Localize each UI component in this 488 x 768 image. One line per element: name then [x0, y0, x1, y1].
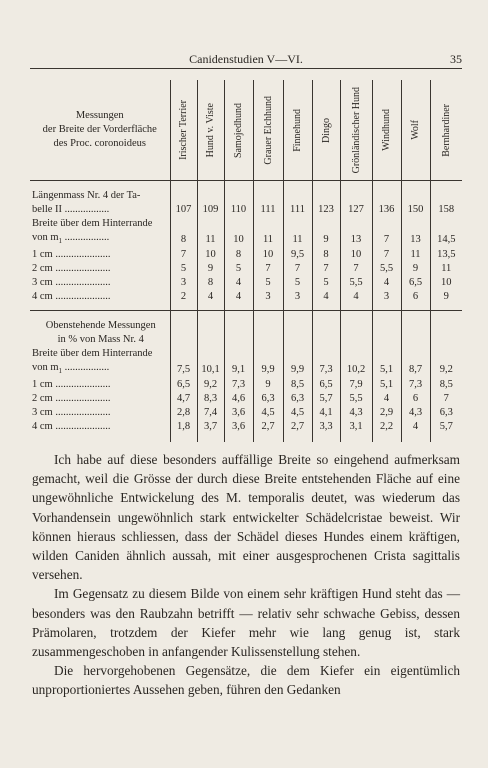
table-cell: 9,2	[439, 363, 453, 375]
table-cell: 158	[438, 204, 455, 215]
column-header-label: Dingo	[320, 117, 332, 143]
table-cell: 5	[170, 262, 197, 276]
table-cell: 5,1	[372, 361, 401, 378]
table-cell	[430, 347, 462, 361]
table-cell: 4,3	[401, 406, 430, 420]
table-cell: 7	[372, 248, 401, 262]
table-cell: 6,3	[439, 407, 453, 419]
row-label	[30, 189, 170, 203]
table-cell: 2,2	[372, 420, 401, 434]
column-header-label: Windhund	[381, 109, 392, 151]
table-cell: 7	[253, 262, 283, 276]
row-label-dots: .................	[62, 362, 110, 374]
section-heading: Obenstehende Messungen	[30, 319, 170, 333]
table-cell: 2	[170, 290, 197, 304]
column-header	[312, 80, 340, 181]
table-cell: 7,4	[197, 406, 224, 420]
table-cell	[170, 189, 197, 203]
table-row	[30, 361, 462, 378]
table-cell	[312, 217, 340, 231]
table-cell: 8	[312, 248, 340, 262]
table-cell: 123	[312, 203, 340, 217]
table-row	[30, 203, 462, 217]
table-cell	[253, 347, 283, 361]
table-row	[30, 406, 462, 420]
row-label	[30, 378, 170, 392]
table-cell: 7	[312, 262, 340, 276]
table-cell: 3,7	[197, 420, 224, 434]
table-cell: 4	[224, 290, 253, 304]
table-cell	[312, 347, 340, 361]
column-header	[283, 80, 312, 181]
column-header-label: Grönländischer Hund	[350, 86, 362, 174]
measurement-table	[30, 80, 462, 442]
row-label-text: 1 cm .....................	[32, 379, 111, 391]
table-cell: 13	[340, 231, 372, 248]
table-cell: 5	[312, 276, 340, 290]
table-cell: 4,5	[283, 406, 312, 420]
table-cell: 8,5	[283, 378, 312, 392]
table-cell: 1,8	[170, 420, 197, 434]
column-header	[253, 80, 283, 181]
row-label	[30, 420, 170, 434]
table-cell: 5,7	[312, 392, 340, 406]
table-cell: 7	[372, 231, 401, 248]
row-label-text: Längenmass Nr. 4 der Ta-	[32, 190, 141, 201]
table-cell: 111	[253, 203, 283, 217]
table-cell: 136	[372, 203, 401, 217]
section-heading-row	[30, 333, 462, 347]
table-cell	[340, 189, 372, 203]
table-cell: 4	[312, 290, 340, 304]
table-cell: 10	[340, 248, 372, 262]
table-cell: 7,9	[340, 378, 372, 392]
header-label-line: der Breite der Vorderfläche	[42, 124, 157, 135]
row-label-text: 1 cm .....................	[32, 249, 111, 261]
spacer-row	[30, 311, 462, 320]
table-cell: 4,3	[340, 406, 372, 420]
column-header	[372, 80, 401, 181]
column-header-label: Irischer Terrier	[178, 100, 189, 160]
row-label-text: Breite über dem Hinterrande	[32, 218, 153, 229]
table-cell: 11	[401, 248, 430, 262]
table-cell: 4,6	[224, 392, 253, 406]
column-header-label: Hund v. Viste	[205, 102, 216, 158]
table-cell	[224, 347, 253, 361]
table-cell: 3,3	[312, 420, 340, 434]
running-head-title: Canidenstudien V—VI.	[189, 52, 303, 66]
table-cell: 107	[170, 203, 197, 217]
table-cell	[170, 217, 197, 231]
table-cell: 4	[197, 290, 224, 304]
column-header	[401, 80, 430, 181]
header-label-line: Messungen	[75, 110, 124, 121]
table-cell: 7	[170, 248, 197, 262]
table-cell: 9,9	[283, 361, 312, 378]
table-cell: 5	[253, 276, 283, 290]
column-header	[224, 80, 253, 181]
table-cell: 9	[197, 262, 224, 276]
table-cell	[430, 189, 462, 203]
table-cell: 7,5	[170, 361, 197, 378]
column-header-label: Finnehund	[292, 108, 303, 152]
table-cell: 111	[283, 203, 312, 217]
spacer-row	[30, 181, 462, 190]
header-label	[30, 80, 170, 181]
table-cell: 5,5	[372, 262, 401, 276]
table-cell	[283, 189, 312, 203]
table-cell: 11	[197, 231, 224, 248]
row-label	[30, 276, 170, 290]
table-cell: 10	[441, 277, 452, 289]
table-row	[30, 347, 462, 361]
table-cell	[401, 217, 430, 231]
table-cell: 10,1	[197, 361, 224, 378]
row-label-subscript: 1	[58, 367, 63, 376]
table-cell: 9,1	[224, 361, 253, 378]
table-cell: 109	[197, 203, 224, 217]
row-label	[30, 361, 170, 378]
table-cell: 9,5	[283, 248, 312, 262]
table-cell: 3	[283, 290, 312, 304]
table-cell: 10	[224, 231, 253, 248]
row-label-text: 4 cm .....................	[32, 291, 111, 303]
table-cell	[224, 217, 253, 231]
table-cell: 8	[197, 276, 224, 290]
column-header	[170, 80, 197, 181]
table-cell: 6,5	[312, 378, 340, 392]
table-header-row	[30, 80, 462, 181]
table-cell	[224, 189, 253, 203]
table-cell: 9	[443, 291, 449, 303]
table-cell	[372, 189, 401, 203]
column-header	[430, 80, 462, 181]
row-label-text: 2 cm .....................	[32, 393, 111, 405]
row-label-text: 4 cm .....................	[32, 421, 111, 433]
table-cell: 7	[443, 393, 449, 405]
table-cell	[430, 217, 462, 231]
table-cell: 7,3	[401, 378, 430, 392]
table-cell: 5	[224, 262, 253, 276]
table-cell: 110	[224, 203, 253, 217]
table-cell: 11	[253, 231, 283, 248]
table-cell: 5,5	[340, 276, 372, 290]
table-cell: 3	[372, 290, 401, 304]
body-text	[32, 450, 460, 700]
table-cell: 3,6	[224, 406, 253, 420]
row-label-text: 3 cm .....................	[32, 407, 111, 419]
table-row	[30, 392, 462, 406]
row-label	[30, 290, 170, 304]
table-cell: 6,5	[170, 378, 197, 392]
column-header	[197, 80, 224, 181]
table-cell: 6,5	[401, 276, 430, 290]
running-head	[30, 52, 462, 69]
table-row	[30, 262, 462, 276]
table-cell: 4,5	[253, 406, 283, 420]
table-cell: 5,5	[340, 392, 372, 406]
spacer-row	[30, 434, 462, 442]
page-number: 35	[450, 52, 462, 66]
table-cell	[372, 347, 401, 361]
table-row	[30, 290, 462, 304]
table-cell: 3	[253, 290, 283, 304]
column-header-label: Bernhardiner	[440, 103, 452, 157]
table-cell: 8	[170, 231, 197, 248]
table-cell: 150	[401, 203, 430, 217]
table-cell	[197, 217, 224, 231]
table-cell: 13	[401, 231, 430, 248]
table-row	[30, 276, 462, 290]
row-label-text: von m	[32, 362, 59, 374]
table-row	[30, 378, 462, 392]
table-cell: 2,9	[372, 406, 401, 420]
table-cell: 4,7	[170, 392, 197, 406]
row-label	[30, 406, 170, 420]
table-cell: 7	[283, 262, 312, 276]
table-cell: 2,8	[170, 406, 197, 420]
paragraph: Ich habe auf diese besonders auffällige Breite so eingehend aufmerksam gemacht, weil die Grösse der durch diese Breite entstehenden Fläche auf eine ungewöhnliche Entwickelung des M. temporalis deutet, was wiederum das Vorhandensein ungewöhnlich stark entwickelter Schädelcristae beweist. Wir können hieraus schliessen, dass der Schädel dieses Hundes einem kräftigen, wilden Caniden ähnlich aussah, mit einer ausgesprochenen Crista sagittalis versehen.	[32, 452, 460, 583]
table-cell: 4	[372, 392, 401, 406]
header-label-line: des Proc. coronoideus	[53, 138, 146, 149]
table-cell: 4,1	[312, 406, 340, 420]
row-label-dots: .................	[62, 232, 110, 243]
table-cell	[401, 189, 430, 203]
table-cell: 11	[283, 231, 312, 248]
row-label-text: 3 cm .....................	[32, 277, 111, 289]
row-label	[30, 347, 170, 361]
table-cell: 8,7	[401, 361, 430, 378]
table-cell: 13,5	[437, 249, 456, 261]
table-cell	[312, 189, 340, 203]
table-cell	[340, 347, 372, 361]
table-cell: 8,3	[197, 392, 224, 406]
table-row	[30, 248, 462, 262]
table-cell	[283, 217, 312, 231]
table-cell: 7,3	[224, 378, 253, 392]
row-label-text: Breite über dem Hinterrande	[32, 348, 153, 360]
table-cell: 6,3	[283, 392, 312, 406]
paragraph: Im Gegensatz zu diesem Bilde von einem sehr kräftigen Hund steht das — besonders was den Raubzahn betrifft — relativ sehr schwache Gebiss, dessen Prämolaren, trotzdem der Kiefer mehr wie lang genug ist, stark zusammengeschoben in anfangender Kulissenstellung stehen.	[32, 586, 460, 660]
table-cell	[372, 217, 401, 231]
table-row	[30, 231, 462, 248]
table-cell: 9	[253, 378, 283, 392]
table-cell: 4	[224, 276, 253, 290]
table-cell: 10	[253, 248, 283, 262]
row-label	[30, 231, 170, 248]
table-cell: 5,7	[439, 421, 453, 433]
row-label-text: 2 cm .....................	[32, 263, 111, 275]
table-cell	[253, 189, 283, 203]
table-cell: 9	[401, 262, 430, 276]
row-label-text: belle II .................	[32, 204, 110, 215]
table-cell	[170, 347, 197, 361]
row-label	[30, 217, 170, 231]
table-cell: 3,1	[340, 420, 372, 434]
row-label	[30, 203, 170, 217]
table-cell: 14,5	[437, 233, 456, 245]
table-cell: 9	[312, 231, 340, 248]
table-cell	[401, 347, 430, 361]
column-header-label: Samojedhund	[233, 102, 244, 158]
row-label	[30, 248, 170, 262]
column-header	[340, 80, 372, 181]
column-header-label: Grauer Elchhund	[262, 95, 274, 165]
table-cell: 6	[401, 290, 430, 304]
table-row	[30, 420, 462, 434]
table-cell	[197, 189, 224, 203]
table-cell: 4	[340, 290, 372, 304]
table-cell: 5	[283, 276, 312, 290]
row-label-subscript: 1	[58, 237, 63, 246]
section-heading: in % von Mass Nr. 4	[30, 333, 170, 347]
row-label	[30, 392, 170, 406]
table-cell: 6	[401, 392, 430, 406]
table-cell: 6,3	[253, 392, 283, 406]
section-heading-row	[30, 319, 462, 333]
table-cell: 8,5	[439, 379, 453, 391]
paragraph: Die hervorgehobenen Gegensätze, die dem Kiefer ein eigentümlich unproportioniertes Aussehen geben, führen den Gedanken	[32, 663, 460, 698]
table-cell: 9,9	[253, 361, 283, 378]
table-cell	[283, 347, 312, 361]
table-cell: 5,1	[372, 378, 401, 392]
table-row	[30, 217, 462, 231]
table-row	[30, 189, 462, 203]
row-label-text: von m	[32, 232, 59, 243]
table-cell: 10	[197, 248, 224, 262]
table-cell: 3,6	[224, 420, 253, 434]
table-cell: 127	[340, 203, 372, 217]
table-cell: 2,7	[253, 420, 283, 434]
row-label	[30, 262, 170, 276]
table-cell: 9,2	[197, 378, 224, 392]
table-cell	[340, 217, 372, 231]
table-cell: 3	[170, 276, 197, 290]
table-cell: 4	[372, 276, 401, 290]
table-cell: 11	[441, 263, 452, 275]
table-cell	[253, 217, 283, 231]
table-cell: 8	[224, 248, 253, 262]
table-cell: 10,2	[340, 361, 372, 378]
table-cell: 7	[340, 262, 372, 276]
table-cell: 7,3	[312, 361, 340, 378]
column-header-label: Wolf	[410, 120, 421, 140]
table-cell: 2,7	[283, 420, 312, 434]
table-cell	[197, 347, 224, 361]
table-cell: 4	[401, 420, 430, 434]
